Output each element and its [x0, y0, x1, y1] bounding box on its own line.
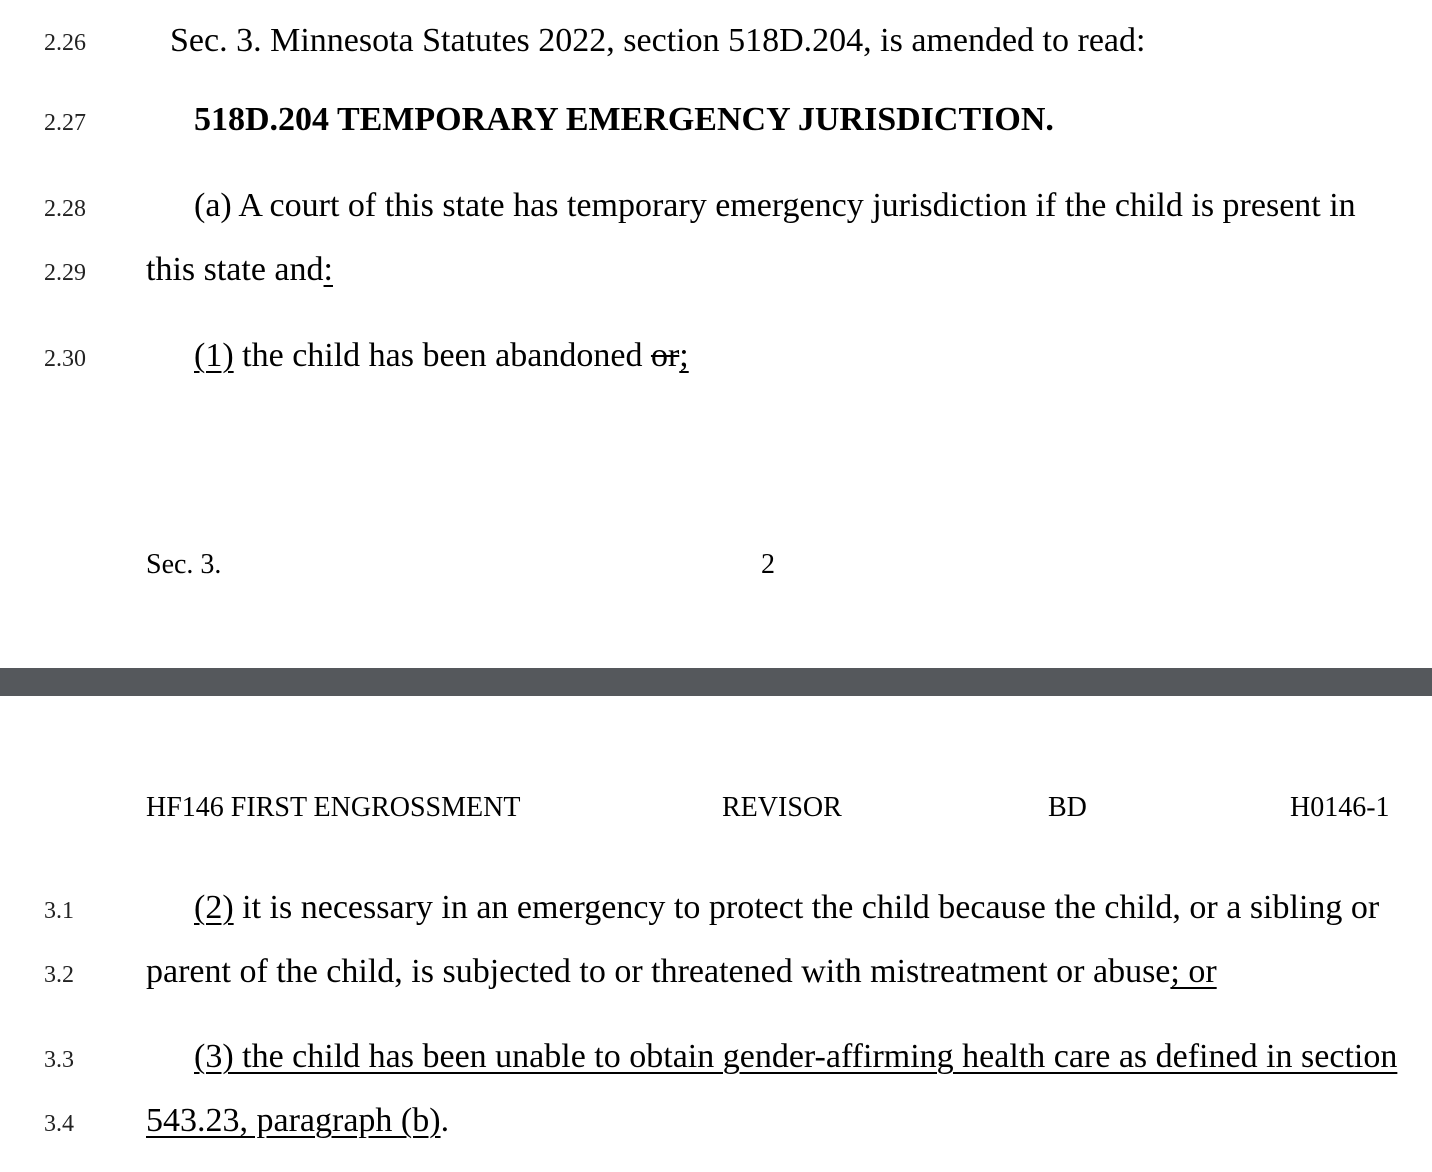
plain-text: parent of the child, is subjected to or threatened with mistreatment or abuse	[146, 953, 1171, 990]
line-number: 2.30	[44, 346, 86, 372]
inserted-text: ;	[679, 337, 689, 374]
paragraph-a-continued	[146, 253, 333, 287]
header-bill: HF146 FIRST ENGROSSMENT	[146, 792, 521, 823]
inserted-text: :	[323, 251, 333, 288]
paragraph-a-text: (a) A court of this state has temporary emergency jurisdiction if the child is present in	[194, 187, 1356, 224]
clause-3	[194, 1040, 1397, 1074]
section-intro-text: Sec. 3. Minnesota Statutes 2022, section 518D.204, is amended to read:	[170, 22, 1146, 59]
line-number: 3.2	[44, 962, 74, 988]
inserted-text: (3) the child has been unable to obtain gender-affirming health care as defined in section	[194, 1038, 1398, 1075]
line-number: 3.3	[44, 1047, 74, 1073]
inserted-text: 543.23, paragraph (b)	[146, 1102, 441, 1139]
inserted-text: ; or	[1170, 953, 1217, 990]
clause-2	[194, 891, 1379, 925]
clause-1	[194, 339, 689, 373]
clause-3-continued	[146, 1104, 449, 1138]
line-number: 2.27	[44, 110, 86, 136]
plain-text: the child has been abandoned	[233, 337, 651, 374]
page-separator	[0, 668, 1432, 696]
line-number: 3.1	[44, 898, 74, 924]
footer-section: Sec. 3.	[146, 549, 222, 580]
plain-text: this state and	[146, 251, 324, 288]
header-initials: BD	[1048, 792, 1087, 823]
clause-2-continued	[146, 955, 1217, 989]
inserted-text: (2)	[194, 889, 234, 926]
inserted-text: (1)	[194, 337, 234, 374]
line-number: 3.4	[44, 1111, 74, 1137]
line-number: 2.29	[44, 260, 86, 286]
statute-heading: 518D.204 TEMPORARY EMERGENCY JURISDICTION.	[194, 101, 1054, 138]
line-number: 2.26	[44, 30, 86, 56]
deleted-text: or	[650, 337, 680, 374]
header-doc-id: H0146-1	[1290, 792, 1390, 823]
plain-text: .	[440, 1102, 450, 1139]
page-number: 2	[761, 549, 775, 580]
header-office: REVISOR	[722, 792, 842, 823]
plain-text: it is necessary in an emergency to protect the child because the child, or a sibling or	[233, 889, 1380, 926]
line-number: 2.28	[44, 196, 86, 222]
